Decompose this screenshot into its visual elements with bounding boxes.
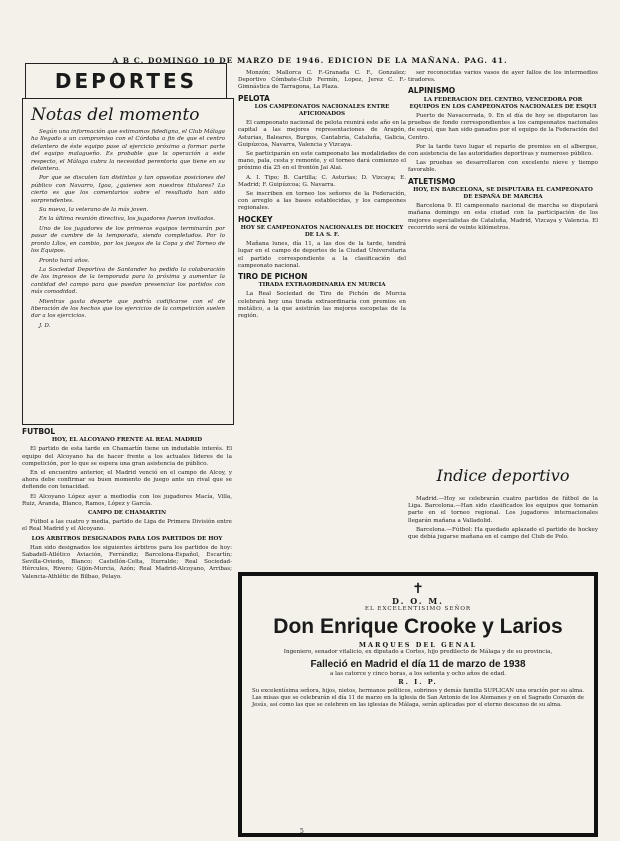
- pelota-section: PELOTA: [238, 93, 270, 103]
- alpinismo-head: LA FEDERACION DEL CENTRO, VENCEDORA POR EQUIPOS EN LOS CAMPEONATOS NACIONALES DE ESQUI: [409, 96, 597, 110]
- notas-para: Uno de los jugadores de los primeros equipos terminarán por pasar de cumbre de la temporada, siendo completados. Por lo pronto Lílos, en cambio, por los juegos de la Copa y del Torneo de los Equipos.: [31, 225, 225, 255]
- obit-rip: R. I. P.: [398, 678, 438, 686]
- notas-para: Su nueva, la veterano de la más joven.: [39, 207, 149, 214]
- alpinismo-para: Puerto de Navacerrada, 9. En el día de hoy se disputaron las pruebas de fondo correspondientes a los campeonatos nacionales de esquí, que han sido ganados por el equipo de la Federación del Centro.: [408, 113, 598, 141]
- pelota-head: LOS CAMPEONATOS NACIONALES ENTRE AFICIONADOS: [254, 103, 390, 118]
- futbol-column: [22, 425, 232, 583]
- futbol-section: FUTBOL: [22, 427, 56, 436]
- col3-intro: ser reconocidas varios vasos de ayer fallos de los intermedios tiradores.: [408, 70, 598, 84]
- indice-text: Madrid.—Hoy se celebrarán cuatro partidos de fútbol de la Liga. Barcelona.—Han sido clasificados los equipos que tomarán parte en el torneo regional. Los jugadores internacionales llegarán mañana a Valladolid.: [408, 496, 598, 524]
- banner-title: DEPORTES: [54, 69, 198, 93]
- atletismo-text: Barcelona 9. El campeonato nacional de marcha se disputará mañana domingo en esta ciudad con la participación de los mejores especialistas de Cataluña, Madrid, Vizcaya y Valencia. El recorrido será de veinte kilómetros.: [408, 203, 598, 231]
- obit-name: Don Enrique Crooke y Larios: [273, 615, 563, 638]
- hockey-section: HOCKEY: [238, 214, 273, 224]
- page-mark: 5: [300, 828, 304, 835]
- notas-para: Mientras gasta deporte que podría codificarse con el de liberación de los hechos que los ejercicios de la competición suelen dar a los ejercicios.: [31, 298, 225, 320]
- alpinismo-section: ALPINISMO: [408, 86, 456, 96]
- page-header: A B C. DOMINGO 10 DE MARZO DE 1946. EDICION DE LA MAÑANA. PAG. 41.: [112, 56, 508, 65]
- alpinismo-para: Por la tarde tuvo lugar el reparto de premios en el albergue, con asistencia de las autoridades deportivas y numeroso público.: [408, 143, 598, 158]
- futbol-para: En el encuentro anterior, el Madrid venció en el campo de Alcoy, y ahora debe confirmar su buen momento de juego ante un rival que se defiende con tenacidad.: [22, 470, 232, 491]
- futbol-para: El partido de esta tarde en Chamartín tiene un indudable interés. El equipo del Alcoyano ha de hacer frente a los actuales líderes de la competición, por lo que se espera una gran asistencia de público.: [22, 446, 232, 467]
- notas-para: En la última reunión directiva, los jugadores fueron invitados.: [39, 216, 216, 223]
- obit-died: Falleció en Madrid el día 11 de marzo de 1938: [310, 659, 526, 670]
- obit-info: Ingeniero, senador vitalicio, ex diputado a Cortes, hijo predilecto de Málaga y de su provincia,: [283, 649, 553, 655]
- obit-age: a las catorce y cinco horas, a los setenta y ocho años de edad.: [329, 671, 507, 677]
- pelota-para: El campeonato nacional de pelota reunirá este año en la capital a las mejores representaciones de Aragón, Asturias, Baleares, Burgos, Cantabria, Cataluña, Galicia, Guipúzcoa, Navarra, Valencia y Vizcaya.: [238, 120, 407, 148]
- notas-para: Por que se discuten tan distintas y tan opuestas posiciones del público con Navarro, Igoa, ¿quienes son nuestros titulares? Lo cierto es que los comentarios sobre el resultado han sido sorprendentes.: [31, 175, 225, 204]
- futbol-sub-text: Fútbol a las cuatro y media, partido de Liga de Primera División entre el Real Madrid y el Alcoyano.: [22, 519, 232, 533]
- tiro-text: La Real Sociedad de Tiro de Pichón de Murcia celebrará hoy una tirada extraordinaria con premios en metálico, a la que asistirán las mejores escopetas de la región.: [238, 291, 406, 320]
- obit-dom: D. O. M.: [392, 596, 444, 606]
- obit-title-line: EL EXCELENTISIMO SEÑOR: [364, 606, 472, 612]
- notas-body: [23, 127, 233, 334]
- indice-column: [408, 496, 598, 543]
- hockey-text: Mañana lunes, día 11, a las dos de la tarde, tendrá lugar en el campo de deportes de la Ciudad Universitaria el partido correspondiente a la clasificación del campeonato nacional.: [238, 241, 406, 269]
- futbol-sub: CAMPO DE CHAMARTIN: [87, 510, 167, 517]
- notas-title: Notas del momento: [31, 105, 200, 125]
- obit-body: Su excelentísima señora, hijos, nietos, hermanos políticos, sobrinos y demás familia SUPLICAN una oración por su alma. Las misas que se celebrarán el día 11 de marzo en la iglesia de San Antonio de los Alemanes y en el Sagrado Corazón de Jesús, así como las que se celebren en las iglesias de Málaga, serán aplicadas por el eterno descanso de su alma.: [252, 688, 584, 709]
- pelota-para: Se inscriben en torneo los señores de la Federación, con arreglo a las bases establecidas, y los campeones regionales.: [238, 191, 406, 212]
- tiro-section: TIRO DE PICHON: [238, 272, 308, 282]
- obituary-notice: [238, 572, 598, 837]
- deportes-banner: [25, 63, 227, 99]
- col2-intro: Monzón; Mallorca C. F.-Granada C. F., Gonzalez; Deportivo Cómbate-Club Fermín, Lopez, Jerez C. F.-Gimnástica de Tarragona, La Plaza.: [238, 70, 406, 91]
- futbol-headline: HOY, EL ALCOYANO FRENTE AL REAL MADRID: [51, 437, 203, 444]
- atletismo-head: HOY, EN BARCELONA, SE DISPUTARA EL CAMPEONATO DE ESPAÑA DE MARCHA: [413, 186, 593, 201]
- alpinismo-para: Las pruebas se desarrollaron con excelente nieve y tiempo favorable.: [408, 160, 598, 174]
- tiro-head: TIRADA EXTRAORDINARIA EN MURCIA: [258, 282, 386, 289]
- atletismo-section: ATLETISMO: [408, 176, 456, 186]
- indice-text-2: Barcelona.—Fútbol: Ha quedado aplazado el partido de hockey que debía jugarse mañana en el campo del Club de Polo.: [408, 526, 598, 541]
- column-3: [408, 70, 598, 234]
- cross-icon: ✝: [412, 581, 424, 597]
- column-2: [238, 70, 406, 322]
- obit-marquis: MARQUES DEL GENAL: [358, 641, 478, 649]
- notas-box: [22, 98, 234, 425]
- arbitros-head: LOS ARBITROS DESIGNADOS PARA LOS PARTIDOS DE HOY: [31, 535, 223, 542]
- arbitros-text: Han sido designados los siguientes árbitros para los partidos de hoy: Sabadell-Atlético Aviación, Ferrándiz; Barcelona-Español, Escartín; Sevilla-Oviedo, Blanco; Castellón-Celta, Iturralde; Real Sociedad-Hércules, Rivero; Gijón-Murcia, Azón; Real Madrid-Alcoyano, Arribas; Valencia-Athlétic de Bilbao, Pelayo.: [22, 544, 232, 580]
- notas-para: La Sociedad Deportiva de Santander ha pedido la colaboración de los ingresos de la temporada para la próxima y aumentar la cantidad del campo para que puedan presenciar los partidos con más comodidad.: [31, 266, 225, 296]
- notas-para: Pronto hará años.: [39, 257, 90, 264]
- notas-para: Según una información que estimamos fidedigna, el Club Málaga ha llegado a un compromiso con el Córdoba a fin de que el centro delantero de éste equipo pase al ejercicio próximo a formar parte del equipo malagueño. Es probable que la operación a este respecto, el Málaga cubra la necesidad perentoria que tiene en su delantera.: [31, 129, 225, 173]
- pelota-para: Se participarán en este campeonato las modalidades de mano, pala, cesta y remonte, y el torneo dará comienzo el próximo día 25 en el frontón Jai Alai.: [238, 151, 406, 172]
- hockey-head: HOY SE CAMPEONATOS NACIONALES DE HOCKEY DE LA S. F.: [240, 224, 404, 239]
- indice-deportivo-title: Indice deportivo: [436, 466, 570, 485]
- notas-signature: J. D.: [39, 322, 51, 329]
- futbol-para: El Alcoyano López ayer a mediodía con los jugadores Macía, Villa, Ruiz, Aranda, Blanco, Ramos, López y García.: [22, 493, 232, 507]
- pelota-para: A. I. Tipo; B. Cartilla; C. Asturias; D. Vizcaya; E. Madrid; F. Guipúzcoa; G. Navarra.: [238, 174, 406, 188]
